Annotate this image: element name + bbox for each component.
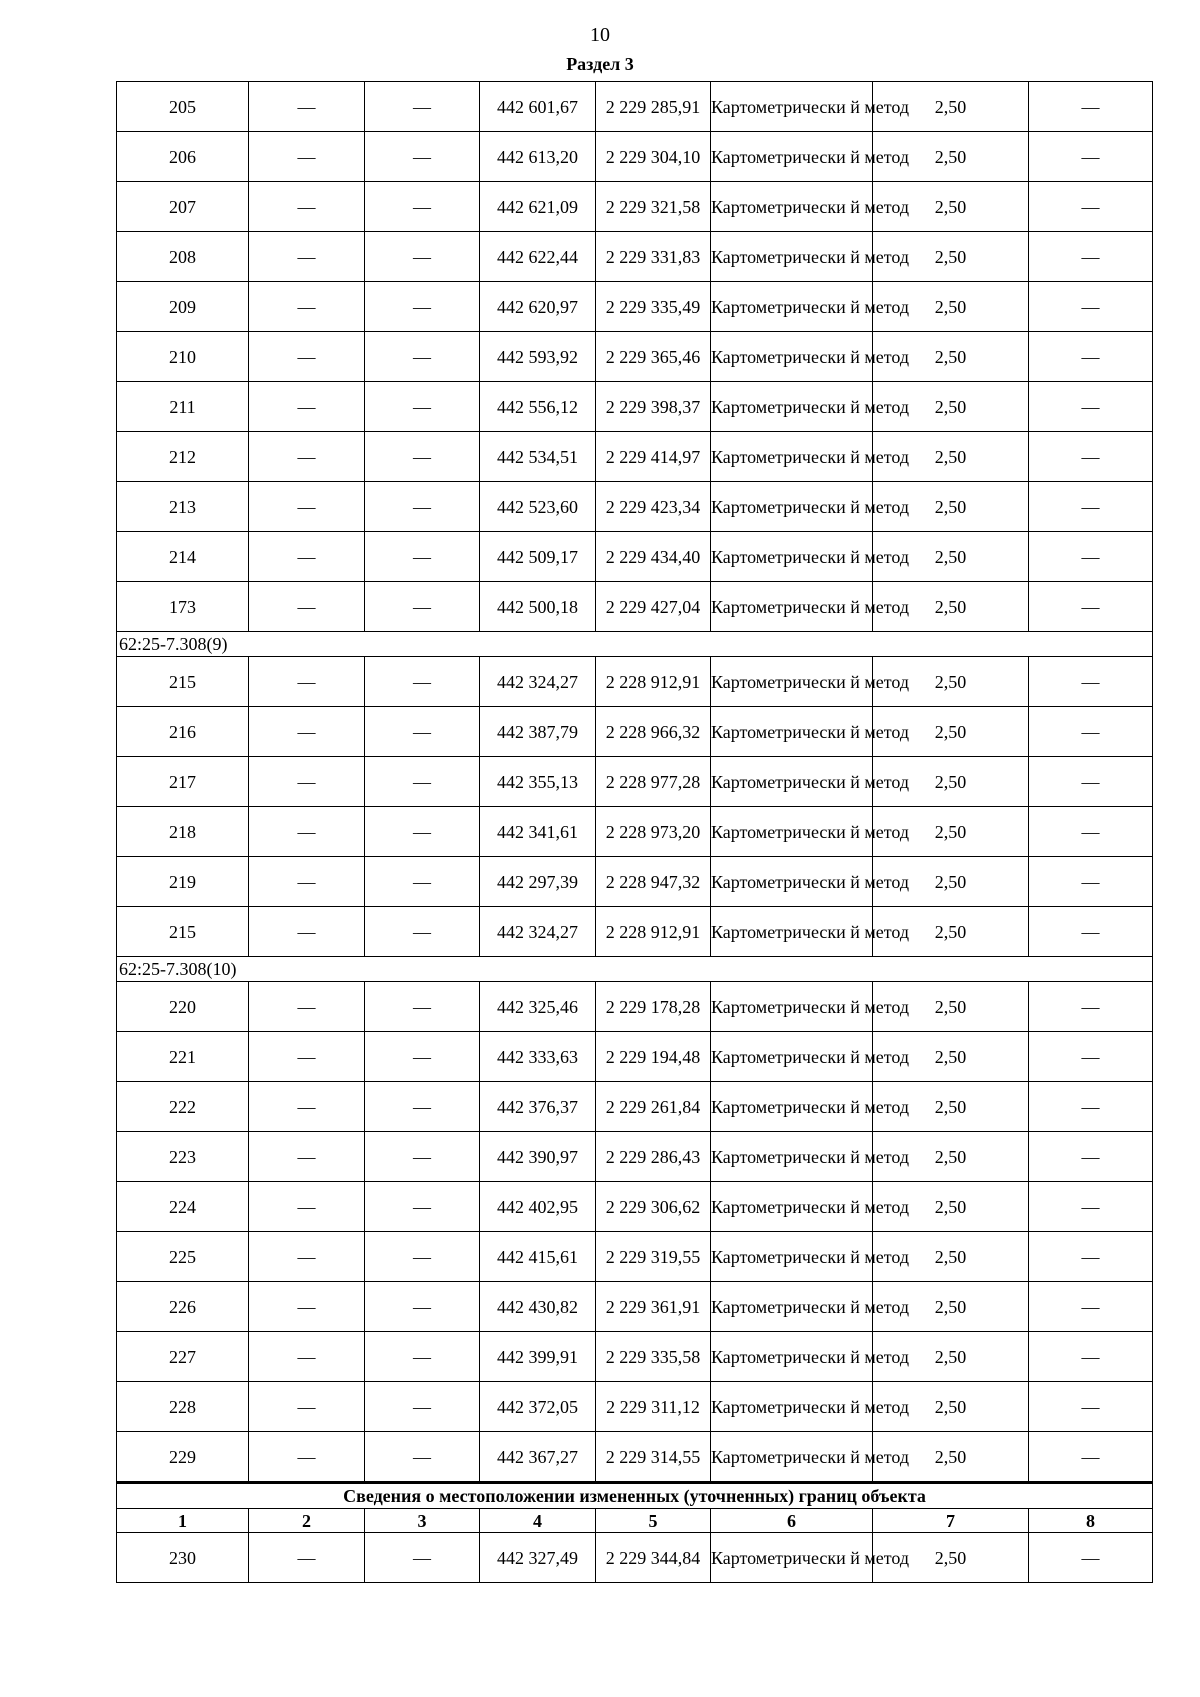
old-x-cell: — [249,532,365,582]
new-x-cell: 442 341,61 [480,807,596,857]
accuracy-cell: 2,50 [873,1082,1029,1132]
column-number: 6 [711,1509,873,1533]
old-x-cell: — [249,82,365,132]
method-cell: Картометрически й метод [711,1182,873,1232]
new-y-cell: 2 228 973,20 [596,807,711,857]
method-cell: Картометрически й метод [711,707,873,757]
description-cell: — [1029,1533,1153,1583]
column-number: 3 [365,1509,480,1533]
new-x-cell: 442 601,67 [480,82,596,132]
old-y-cell: — [365,757,480,807]
old-y-cell: — [365,82,480,132]
method-cell: Картометрически й метод [711,482,873,532]
table-row [117,857,1153,907]
table-row [117,1332,1153,1382]
new-x-cell: 442 376,37 [480,1082,596,1132]
old-x-cell: — [249,807,365,857]
old-y-cell: — [365,282,480,332]
point-number-cell: 219 [117,857,249,907]
old-y-cell: — [365,1432,480,1483]
contour-group-row [117,957,1153,982]
method-cell: Картометрически й метод [711,532,873,582]
new-x-cell: 442 372,05 [480,1382,596,1432]
table-row [117,1082,1153,1132]
new-y-cell: 2 229 319,55 [596,1232,711,1282]
point-number-cell: 215 [117,907,249,957]
table-row [117,582,1153,632]
method-cell: Картометрически й метод [711,1132,873,1182]
table-row [117,1382,1153,1432]
new-x-cell: 442 593,92 [480,332,596,382]
new-x-cell: 442 327,49 [480,1533,596,1583]
new-y-cell: 2 229 335,49 [596,282,711,332]
method-cell: Картометрически й метод [711,1232,873,1282]
column-number: 4 [480,1509,596,1533]
description-cell: — [1029,1132,1153,1182]
method-cell: Картометрически й метод [711,82,873,132]
description-cell: — [1029,382,1153,432]
accuracy-cell: 2,50 [873,482,1029,532]
method-cell: Картометрически й метод [711,582,873,632]
contour-label: 62:25-7.308(9) [117,632,1153,657]
description-cell: — [1029,232,1153,282]
method-cell: Картометрически й метод [711,757,873,807]
point-number-cell: 213 [117,482,249,532]
table-row [117,1182,1153,1232]
contour-label: 62:25-7.308(10) [117,957,1153,982]
accuracy-cell: 2,50 [873,1032,1029,1082]
table-row [117,707,1153,757]
point-number-cell: 221 [117,1032,249,1082]
accuracy-cell: 2,50 [873,1232,1029,1282]
method-cell: Картометрически й метод [711,1432,873,1483]
method-cell: Картометрически й метод [711,132,873,182]
old-x-cell: — [249,982,365,1032]
point-number-cell: 215 [117,657,249,707]
contour-group-row [117,632,1153,657]
accuracy-cell: 2,50 [873,182,1029,232]
old-y-cell: — [365,857,480,907]
description-cell: — [1029,1182,1153,1232]
point-number-cell: 216 [117,707,249,757]
table-row [117,1533,1153,1583]
new-x-cell: 442 324,27 [480,907,596,957]
method-cell: Картометрически й метод [711,657,873,707]
point-number-cell: 224 [117,1182,249,1232]
old-y-cell: — [365,1382,480,1432]
method-cell: Картометрически й метод [711,1282,873,1332]
new-y-cell: 2 229 306,62 [596,1182,711,1232]
new-x-cell: 442 333,63 [480,1032,596,1082]
old-y-cell: — [365,707,480,757]
old-x-cell: — [249,132,365,182]
new-y-cell: 2 228 966,32 [596,707,711,757]
point-number-cell: 220 [117,982,249,1032]
column-number-row [117,1509,1153,1533]
description-cell: — [1029,332,1153,382]
old-x-cell: — [249,857,365,907]
point-number-cell: 210 [117,332,249,382]
method-cell: Картометрически й метод [711,1032,873,1082]
accuracy-cell: 2,50 [873,1432,1029,1483]
new-y-cell: 2 229 194,48 [596,1032,711,1082]
accuracy-cell: 2,50 [873,707,1029,757]
old-y-cell: — [365,1282,480,1332]
point-number-cell: 206 [117,132,249,182]
table-row [117,282,1153,332]
accuracy-cell: 2,50 [873,807,1029,857]
method-cell: Картометрически й метод [711,432,873,482]
new-y-cell: 2 229 398,37 [596,382,711,432]
new-y-cell: 2 229 178,28 [596,982,711,1032]
new-y-cell: 2 229 335,58 [596,1332,711,1382]
description-cell: — [1029,757,1153,807]
new-x-cell: 442 390,97 [480,1132,596,1182]
method-cell: Картометрически й метод [711,982,873,1032]
old-x-cell: — [249,1533,365,1583]
accuracy-cell: 2,50 [873,1382,1029,1432]
table-row [117,1432,1153,1483]
section-caption: Сведения о местоположении измененных (уточненных) границ объекта [117,1483,1153,1509]
new-y-cell: 2 228 947,32 [596,857,711,907]
description-cell: — [1029,1082,1153,1132]
description-cell: — [1029,707,1153,757]
new-y-cell: 2 228 912,91 [596,657,711,707]
description-cell: — [1029,1032,1153,1082]
point-number-cell: 218 [117,807,249,857]
point-number-cell: 228 [117,1382,249,1432]
new-x-cell: 442 325,46 [480,982,596,1032]
description-cell: — [1029,1332,1153,1382]
description-cell: — [1029,1382,1153,1432]
old-y-cell: — [365,432,480,482]
method-cell: Картометрически й метод [711,182,873,232]
table-row [117,182,1153,232]
old-x-cell: — [249,707,365,757]
new-y-cell: 2 229 434,40 [596,532,711,582]
new-x-cell: 442 534,51 [480,432,596,482]
table-row [117,132,1153,182]
description-cell: — [1029,482,1153,532]
point-number-cell: 173 [117,582,249,632]
accuracy-cell: 2,50 [873,132,1029,182]
new-y-cell: 2 229 304,10 [596,132,711,182]
method-cell: Картометрически й метод [711,382,873,432]
table-row [117,807,1153,857]
new-x-cell: 442 621,09 [480,182,596,232]
new-y-cell: 2 229 344,84 [596,1533,711,1583]
new-x-cell: 442 556,12 [480,382,596,432]
accuracy-cell: 2,50 [873,657,1029,707]
new-x-cell: 442 509,17 [480,532,596,582]
old-y-cell: — [365,1082,480,1132]
new-y-cell: 2 229 286,43 [596,1132,711,1182]
method-cell: Картометрически й метод [711,907,873,957]
description-cell: — [1029,857,1153,907]
new-x-cell: 442 613,20 [480,132,596,182]
table-row [117,1132,1153,1182]
point-number-cell: 217 [117,757,249,807]
point-number-cell: 230 [117,1533,249,1583]
section-caption-row [117,1483,1153,1509]
table-row [117,82,1153,132]
description-cell: — [1029,532,1153,582]
accuracy-cell: 2,50 [873,857,1029,907]
description-cell: — [1029,1232,1153,1282]
old-y-cell: — [365,482,480,532]
point-number-cell: 223 [117,1132,249,1182]
description-cell: — [1029,1432,1153,1483]
old-y-cell: — [365,907,480,957]
method-cell: Картометрически й метод [711,1082,873,1132]
description-cell: — [1029,982,1153,1032]
new-y-cell: 2 229 365,46 [596,332,711,382]
old-x-cell: — [249,1132,365,1182]
accuracy-cell: 2,50 [873,332,1029,382]
old-y-cell: — [365,532,480,582]
old-y-cell: — [365,807,480,857]
point-number-cell: 212 [117,432,249,482]
old-x-cell: — [249,907,365,957]
description-cell: — [1029,132,1153,182]
point-number-cell: 229 [117,1432,249,1483]
old-x-cell: — [249,432,365,482]
description-cell: — [1029,82,1153,132]
description-cell: — [1029,182,1153,232]
old-y-cell: — [365,1032,480,1082]
accuracy-cell: 2,50 [873,1332,1029,1382]
accuracy-cell: 2,50 [873,432,1029,482]
new-y-cell: 2 229 314,55 [596,1432,711,1483]
method-cell: Картометрически й метод [711,282,873,332]
description-cell: — [1029,282,1153,332]
old-x-cell: — [249,1282,365,1332]
point-number-cell: 227 [117,1332,249,1382]
old-x-cell: — [249,1032,365,1082]
old-y-cell: — [365,382,480,432]
new-y-cell: 2 228 977,28 [596,757,711,807]
new-y-cell: 2 229 361,91 [596,1282,711,1332]
accuracy-cell: 2,50 [873,232,1029,282]
old-x-cell: — [249,1432,365,1483]
column-number: 5 [596,1509,711,1533]
new-x-cell: 442 500,18 [480,582,596,632]
new-x-cell: 442 523,60 [480,482,596,532]
old-x-cell: — [249,332,365,382]
new-y-cell: 2 229 331,83 [596,232,711,282]
point-number-cell: 205 [117,82,249,132]
method-cell: Картометрически й метод [711,232,873,282]
table-row [117,482,1153,532]
column-number: 7 [873,1509,1029,1533]
old-x-cell: — [249,282,365,332]
description-cell: — [1029,1282,1153,1332]
old-y-cell: — [365,1232,480,1282]
point-number-cell: 225 [117,1232,249,1282]
new-x-cell: 442 297,39 [480,857,596,907]
old-y-cell: — [365,1182,480,1232]
point-number-cell: 211 [117,382,249,432]
boundary-coordinates-table [116,81,1153,1583]
old-y-cell: — [365,982,480,1032]
table-row [117,1032,1153,1082]
new-y-cell: 2 229 423,34 [596,482,711,532]
new-x-cell: 442 402,95 [480,1182,596,1232]
accuracy-cell: 2,50 [873,1282,1029,1332]
new-x-cell: 442 367,27 [480,1432,596,1483]
accuracy-cell: 2,50 [873,282,1029,332]
old-x-cell: — [249,232,365,282]
method-cell: Картометрически й метод [711,1382,873,1432]
table-row [117,432,1153,482]
old-y-cell: — [365,657,480,707]
old-x-cell: — [249,1082,365,1132]
accuracy-cell: 2,50 [873,82,1029,132]
old-x-cell: — [249,1382,365,1432]
accuracy-cell: 2,50 [873,532,1029,582]
point-number-cell: 209 [117,282,249,332]
new-y-cell: 2 229 414,97 [596,432,711,482]
table-row [117,332,1153,382]
method-cell: Картометрически й метод [711,1533,873,1583]
old-x-cell: — [249,582,365,632]
accuracy-cell: 2,50 [873,907,1029,957]
accuracy-cell: 2,50 [873,1182,1029,1232]
accuracy-cell: 2,50 [873,382,1029,432]
page-number: 10 [590,24,610,46]
point-number-cell: 207 [117,182,249,232]
new-x-cell: 442 622,44 [480,232,596,282]
accuracy-cell: 2,50 [873,582,1029,632]
table-row [117,982,1153,1032]
old-x-cell: — [249,1232,365,1282]
description-cell: — [1029,907,1153,957]
accuracy-cell: 2,50 [873,1533,1029,1583]
new-x-cell: 442 430,82 [480,1282,596,1332]
column-number: 1 [117,1509,249,1533]
table-row [117,382,1153,432]
accuracy-cell: 2,50 [873,1132,1029,1182]
new-y-cell: 2 229 427,04 [596,582,711,632]
old-y-cell: — [365,1533,480,1583]
method-cell: Картометрически й метод [711,807,873,857]
point-number-cell: 208 [117,232,249,282]
point-number-cell: 226 [117,1282,249,1332]
new-y-cell: 2 229 285,91 [596,82,711,132]
old-y-cell: — [365,1132,480,1182]
description-cell: — [1029,657,1153,707]
old-x-cell: — [249,1332,365,1382]
old-y-cell: — [365,182,480,232]
column-number: 8 [1029,1509,1153,1533]
point-number-cell: 222 [117,1082,249,1132]
old-x-cell: — [249,182,365,232]
old-y-cell: — [365,1332,480,1382]
new-x-cell: 442 620,97 [480,282,596,332]
table-row [117,232,1153,282]
table-row [117,757,1153,807]
method-cell: Картометрически й метод [711,1332,873,1382]
description-cell: — [1029,432,1153,482]
new-x-cell: 442 415,61 [480,1232,596,1282]
new-y-cell: 2 229 321,58 [596,182,711,232]
table-row [117,1282,1153,1332]
new-x-cell: 442 387,79 [480,707,596,757]
old-x-cell: — [249,1182,365,1232]
old-y-cell: — [365,132,480,182]
new-y-cell: 2 229 311,12 [596,1382,711,1432]
old-y-cell: — [365,232,480,282]
point-number-cell: 214 [117,532,249,582]
old-y-cell: — [365,332,480,382]
old-x-cell: — [249,482,365,532]
table-row [117,907,1153,957]
old-x-cell: — [249,757,365,807]
accuracy-cell: 2,50 [873,757,1029,807]
new-x-cell: 442 399,91 [480,1332,596,1382]
description-cell: — [1029,582,1153,632]
old-x-cell: — [249,382,365,432]
method-cell: Картометрически й метод [711,857,873,907]
section-title: Раздел 3 [566,54,634,74]
old-x-cell: — [249,657,365,707]
table-row [117,657,1153,707]
description-cell: — [1029,807,1153,857]
new-y-cell: 2 228 912,91 [596,907,711,957]
accuracy-cell: 2,50 [873,982,1029,1032]
column-number: 2 [249,1509,365,1533]
new-y-cell: 2 229 261,84 [596,1082,711,1132]
table-row [117,532,1153,582]
method-cell: Картометрически й метод [711,332,873,382]
old-y-cell: — [365,582,480,632]
new-x-cell: 442 324,27 [480,657,596,707]
new-x-cell: 442 355,13 [480,757,596,807]
table-row [117,1232,1153,1282]
